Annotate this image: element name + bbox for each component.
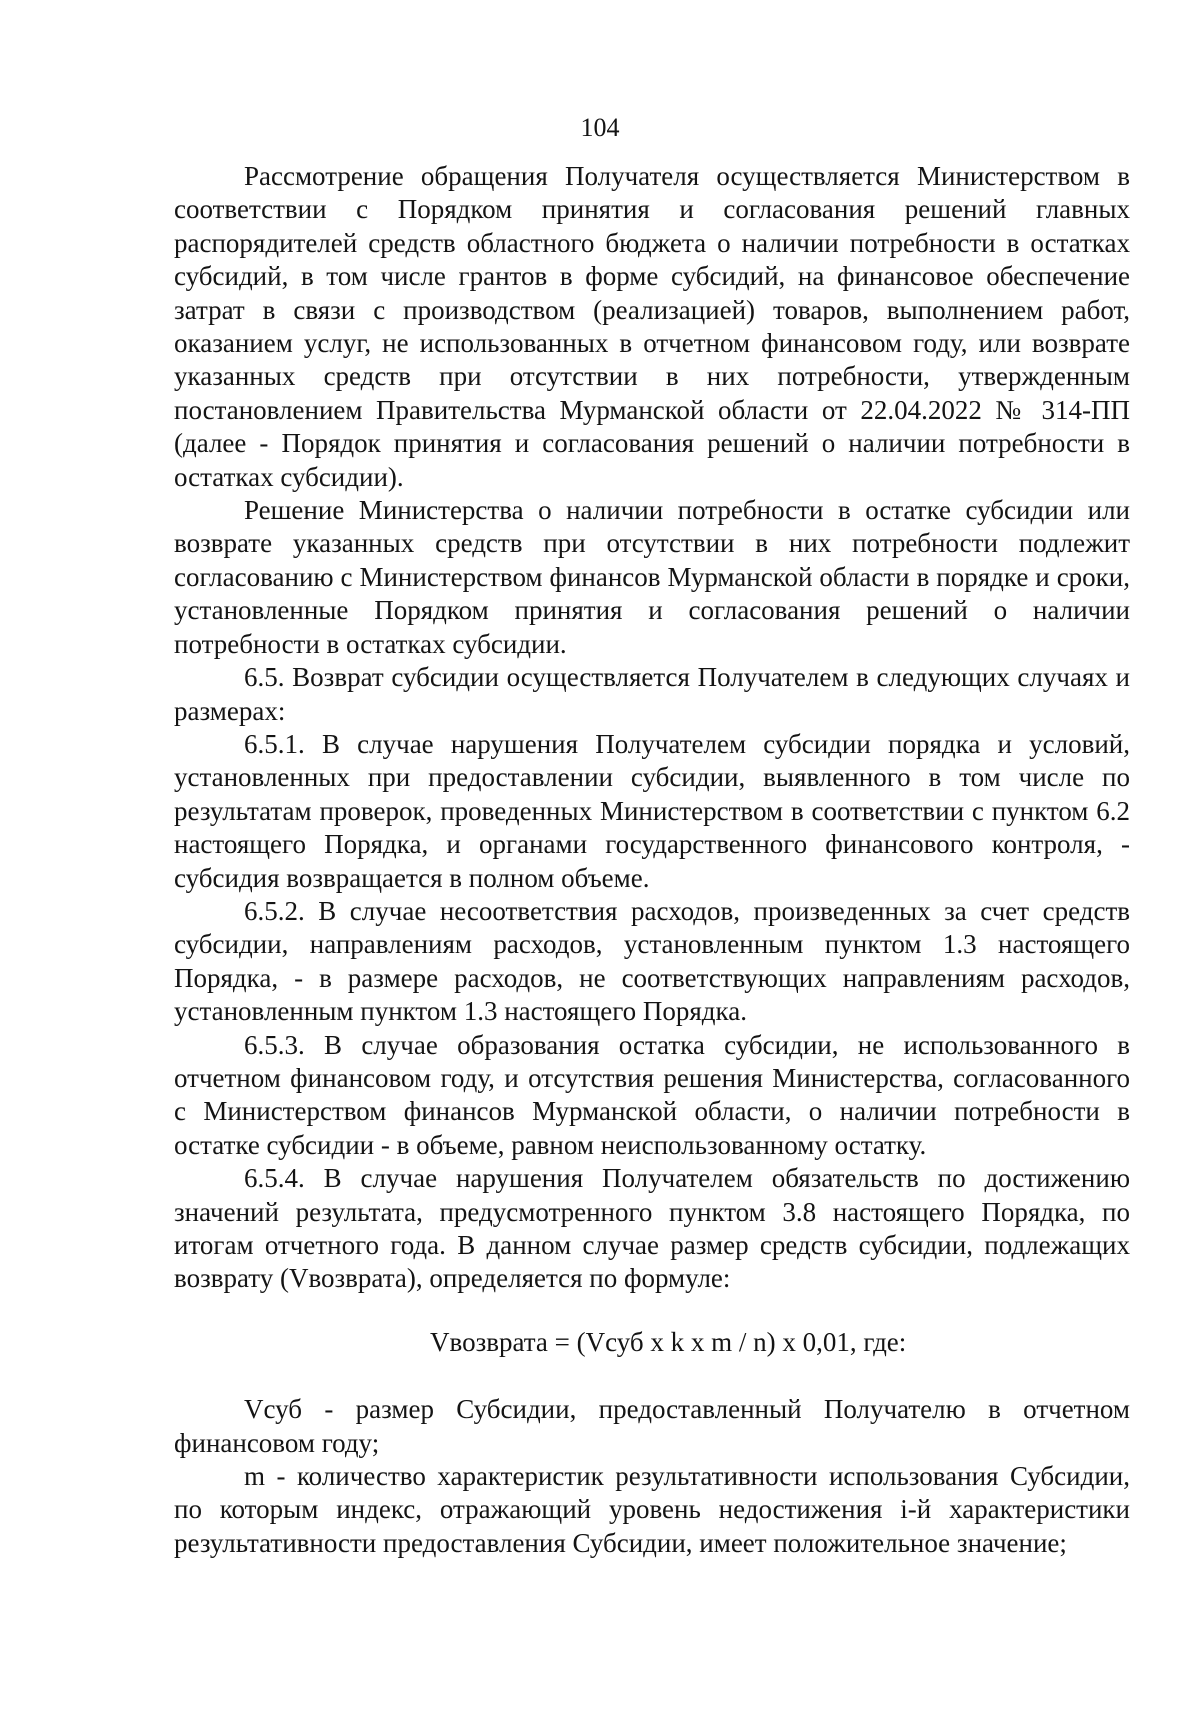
document-body	[174, 160, 1130, 1560]
paragraph-6-5-2: 6.5.2. В случае несоответствия расходов, произведенных за счет средств субсидии, направлениям расходов, установленным пунктом 1.3 настоящего Порядка, - в размере расходов, не соответствующих направлениям расходов, установленным пунктом 1.3 настоящего Порядка.	[174, 895, 1130, 1027]
definition-m: m - количество характеристик результативности использования Субсидии, по которым индекс, отражающий уровень недостижения i-й характеристики результативности предоставления Субсидии, имеет положительное значение;	[174, 1461, 1130, 1558]
paragraph-review-appeal: Рассмотрение обращения Получателя осуществляется Министерством в соответствии с Порядком принятия и согласования решений главных распорядителей средств областного бюджета о наличии потребности в остатках субсидий, в том числе грантов в форме субсидий, на финансовое обеспечение затрат в связи с производством (реализацией) товаров, выполнением работ, оказанием услуг, не использованных в отчетном финансовом году, или возврате указанных средств при отсутствии в них потребности, утвержденным постановлением Правительства Мурманской области от 22.04.2022 № 314-ПП (далее - Порядок принятия и согласования решений о наличии потребности в остатках субсидии).	[174, 161, 1130, 492]
paragraph-6-5-1: 6.5.1. В случае нарушения Получателем субсидии порядка и условий, установленных при предоставлении субсидии, выявленного в том числе по результатам проверок, проведенных Министерством в соответствии с пунктом 6.2 настоящего Порядка, и органами государственного финансового контроля, - субсидия возвращается в полном объеме.	[174, 728, 1130, 893]
paragraph-6-5-3: 6.5.3. В случае образования остатка субсидии, не использованного в отчетном финансовом году, и отсутствия решения Министерства, согласованного с Министерством финансов Мурманской области, о наличии потребности в остатке субсидии - в объеме, равном неиспользованному остатку.	[174, 1029, 1130, 1160]
paragraph-6-5: 6.5. Возврат субсидии осуществляется Получателем в следующих случаях и размерах:	[174, 662, 1130, 726]
page-number: 104	[580, 113, 620, 142]
paragraph-6-5-4: 6.5.4. В случае нарушения Получателем обязательств по достижению значений результата, предусмотренного пунктом 3.8 настоящего Порядка, по итогам отчетного года. В данном случае размер средств субсидии, подлежащих возврату (Vвозврата), определяется по формуле:	[174, 1163, 1130, 1294]
definition-vsub: Vсуб - размер Субсидии, предоставленный Получателю в отчетном финансовом году;	[174, 1394, 1130, 1458]
paragraph-ministry-decision: Решение Министерства о наличии потребности в остатке субсидии или возврате указанных средств при отсутствии в них потребности подлежит согласованию с Министерством финансов Мурманской области в порядке и сроки, установленные Порядком принятия и согласования решений о наличии потребности в остатках субсидии.	[174, 495, 1130, 659]
return-formula: Vвозврата = (Vсуб x k x m / n) x 0,01, где:	[430, 1326, 907, 1357]
